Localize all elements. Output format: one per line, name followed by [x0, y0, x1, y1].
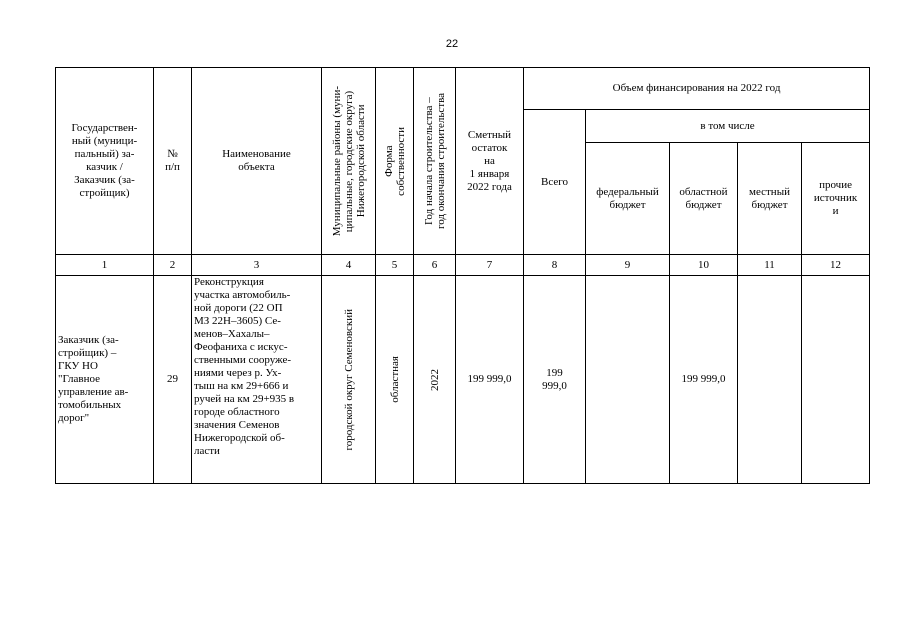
column-number: 10	[670, 255, 738, 276]
row-ownership-text: областная	[388, 356, 401, 403]
row-district-text: городской округ Семеновский	[342, 308, 355, 451]
row-district	[322, 276, 376, 484]
header-total: Всего	[524, 110, 586, 255]
row-federal	[586, 276, 670, 484]
row-years	[414, 276, 456, 484]
column-number: 1	[56, 255, 154, 276]
row-other	[802, 276, 870, 484]
row-years-text: 2022	[428, 368, 441, 391]
row-customer: Заказчик (за- стройщик) – ГКУ НО "Главное управление ав- томобильных дорог"	[56, 276, 154, 484]
row-estimate: 199 999,0	[456, 276, 524, 484]
header-districts	[322, 68, 376, 255]
column-number: 8	[524, 255, 586, 276]
header-federal: федеральный бюджет	[586, 143, 670, 255]
header-ownership	[376, 68, 414, 255]
header-ownership-text: Форма собственности	[382, 126, 407, 196]
financing-table	[55, 67, 870, 484]
column-number: 9	[586, 255, 670, 276]
page-number: 22	[445, 38, 459, 50]
column-number: 7	[456, 255, 524, 276]
header-including: в том числе	[586, 110, 870, 143]
column-number: 3	[192, 255, 322, 276]
header-estimate: Сметный остаток на 1 января 2022 года	[456, 68, 524, 255]
column-number: 11	[738, 255, 802, 276]
row-num: 29	[154, 276, 192, 484]
column-number: 6	[414, 255, 456, 276]
header-regional: областной бюджет	[670, 143, 738, 255]
column-number: 12	[802, 255, 870, 276]
header-local: местный бюджет	[738, 143, 802, 255]
row-total: 199 999,0	[524, 276, 586, 484]
column-number: 4	[322, 255, 376, 276]
row-regional: 199 999,0	[670, 276, 738, 484]
column-number: 5	[376, 255, 414, 276]
header-years-text: Год начала строительства – год окончания строительства	[422, 93, 447, 229]
row-local	[738, 276, 802, 484]
header-customer: Государствен- ный (муници- пальный) за- казчик / Заказчик (за- стройщик)	[56, 68, 154, 255]
header-num: № п/п	[154, 68, 192, 255]
header-other: прочие источник и	[802, 143, 870, 255]
header-object-name: Наименование объекта	[192, 68, 322, 255]
row-object-name: Реконструкция участка автомобиль- ной дороги (22 ОП МЗ 22Н–3605) Се- менов–Хахалы– Феофаниха с искус- ственными сооруже- ниями через р. Ух- тыш на км 29+666 и ручей на км 29+935 в городе областного значения Семенов Нижегородской об- ласти	[192, 276, 322, 484]
column-number: 2	[154, 255, 192, 276]
row-ownership	[376, 276, 414, 484]
header-districts-text: Муниципальные районы (муни- ципальные, городские округа) Нижегородской области	[330, 85, 367, 237]
header-years	[414, 68, 456, 255]
header-funding-title: Объем финансирования на 2022 год	[524, 68, 870, 110]
table-row	[56, 276, 870, 484]
